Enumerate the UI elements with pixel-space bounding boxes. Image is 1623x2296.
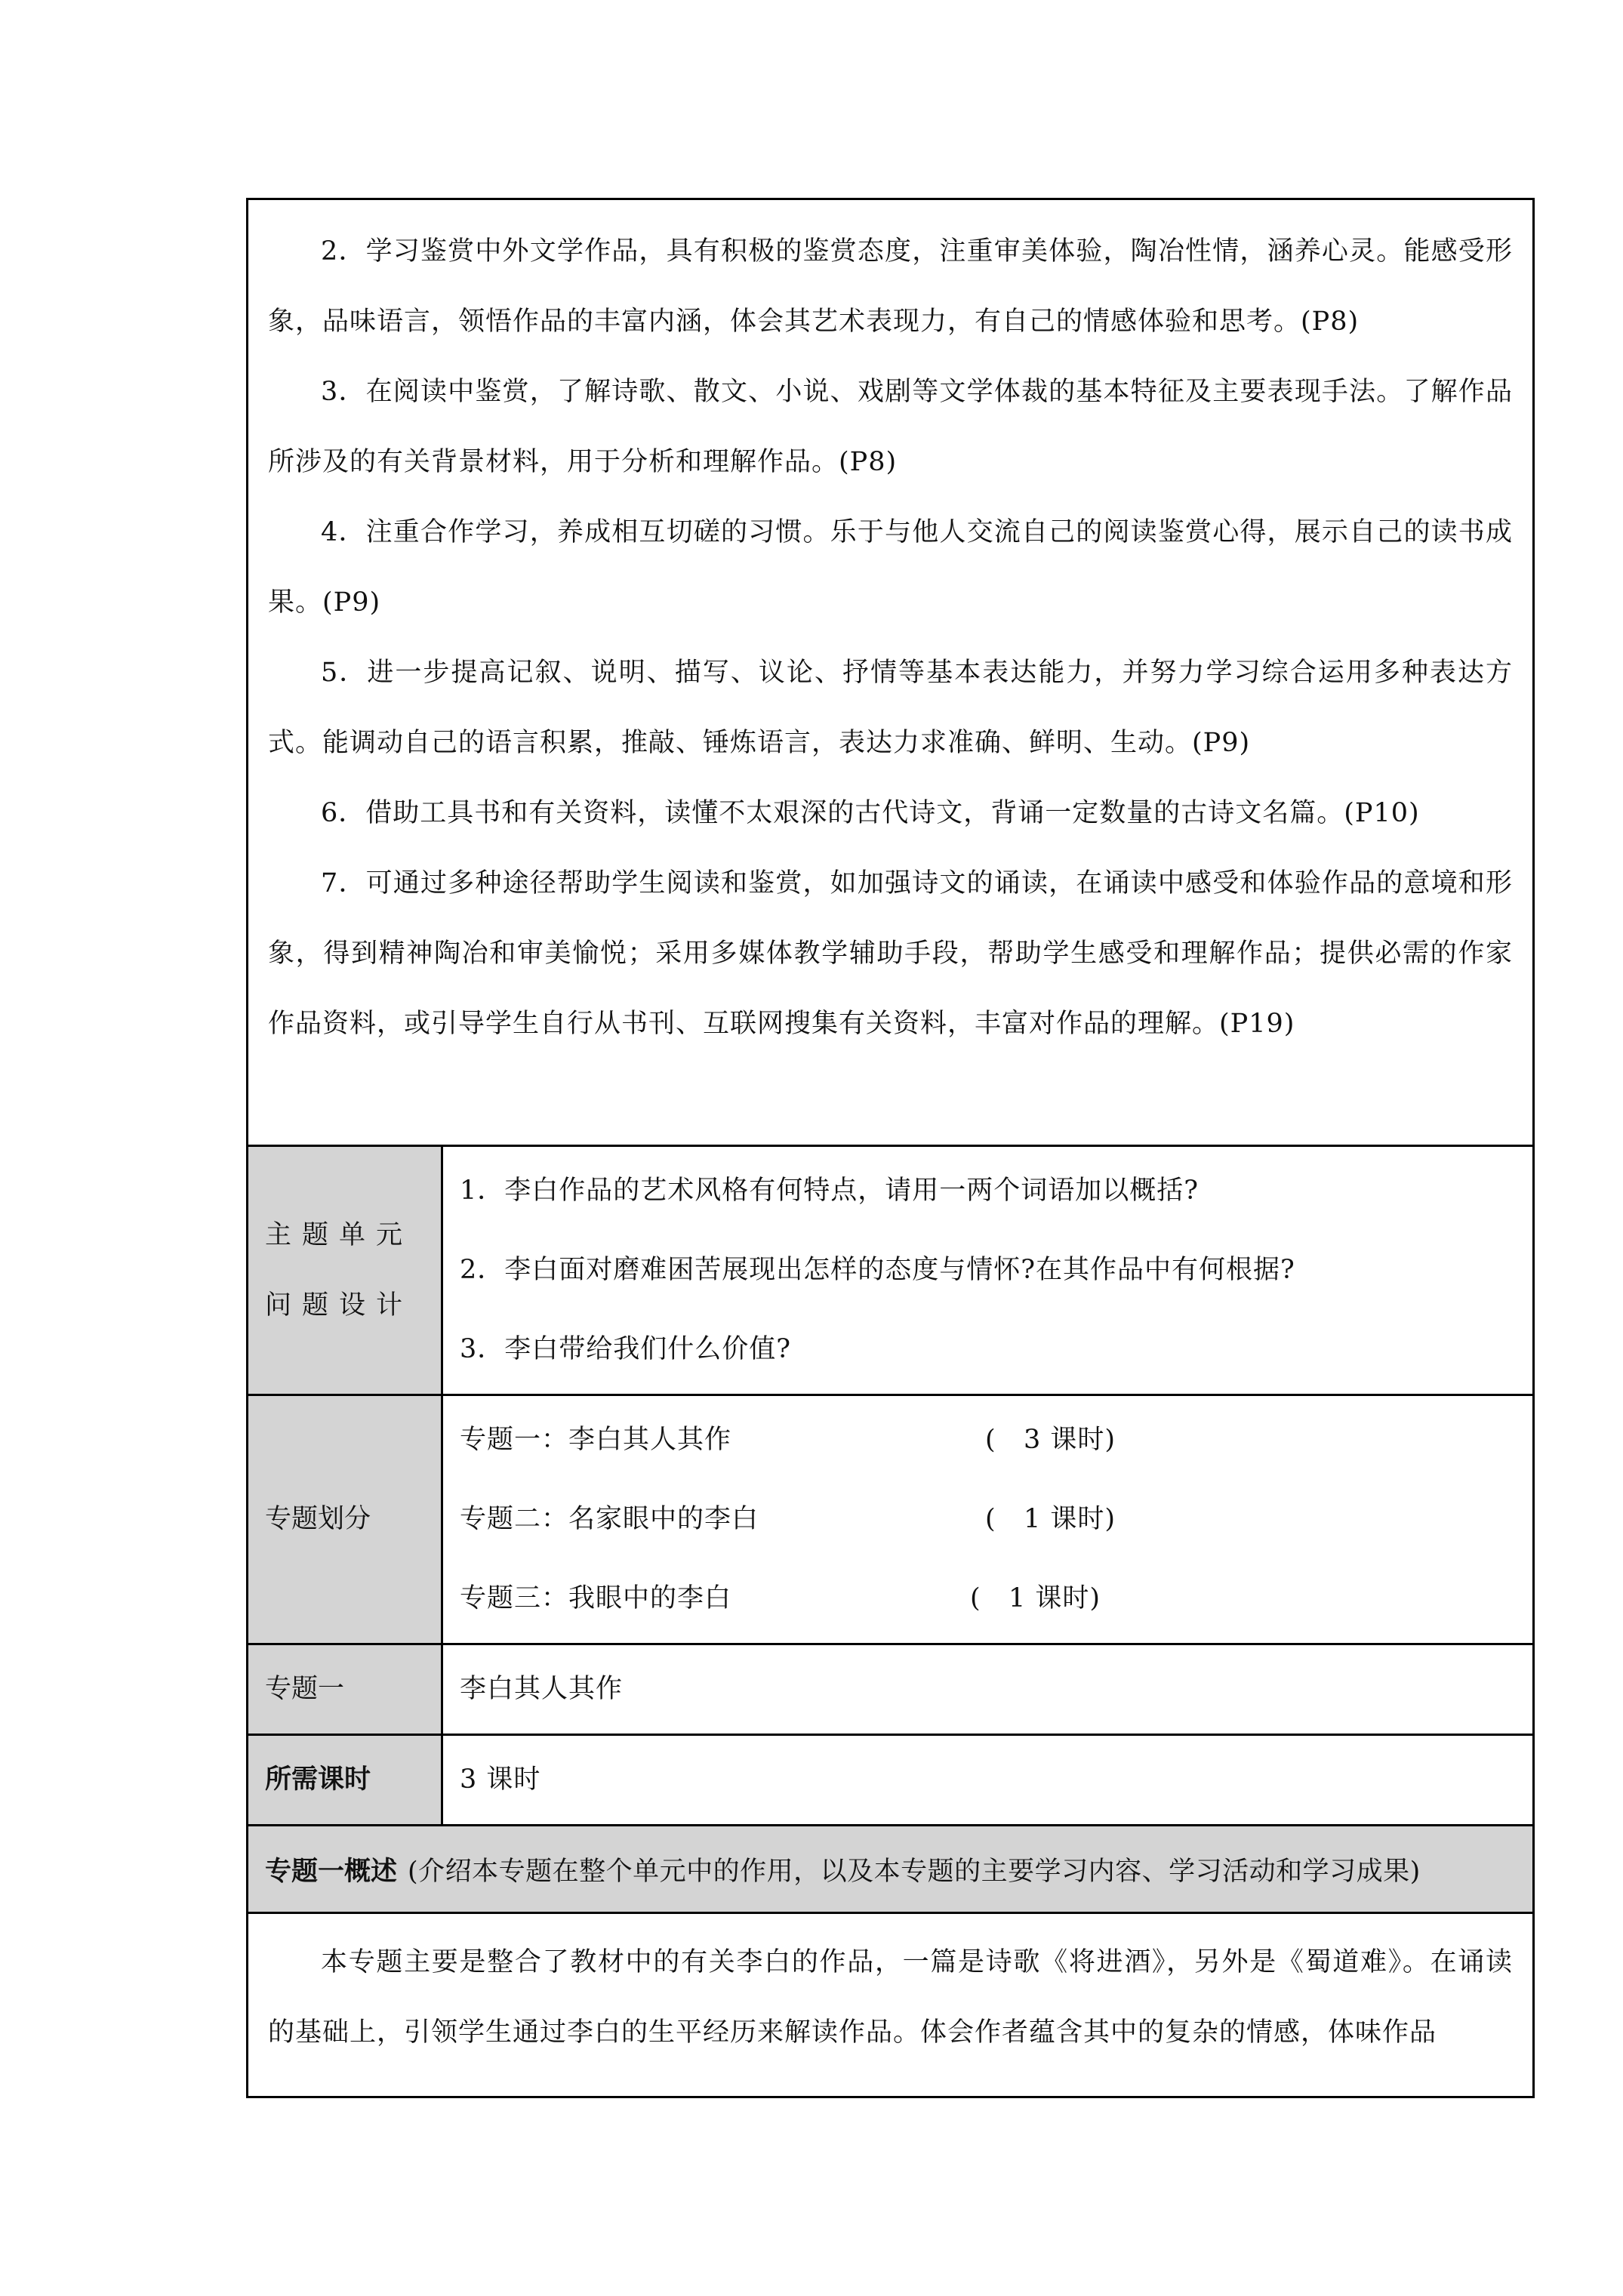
questions-label-cell [248, 1146, 442, 1395]
unit-design-table [246, 198, 1535, 2098]
overview-title: 专题一概述 [265, 1856, 398, 1887]
overview-head-cell [248, 1826, 1534, 1913]
question-item: 3．李白带给我们什么价值? [460, 1334, 792, 1364]
hours-value-cell [442, 1735, 1534, 1826]
overview-head-row [248, 1826, 1534, 1913]
topics-label-cell [248, 1395, 442, 1644]
questions-value-cell [442, 1146, 1534, 1395]
topic-hours: ( 1 课时) [985, 1504, 1116, 1534]
topic-hours: ( 1 课时) [970, 1583, 1101, 1613]
topic-item [460, 1559, 1516, 1638]
standard-item: 4．注重合作学习，养成相互切磋的习惯。乐于与他人交流自己的阅读鉴赏心得，展示自己的读书成果。(P9) [268, 517, 1513, 618]
standards-row [248, 199, 1534, 1146]
standard-item: 6．借助工具书和有关资料，读懂不太艰深的古代诗文，背诵一定数量的古诗文名篇。(P10) [321, 798, 1420, 828]
topic-item [460, 1401, 1516, 1480]
hours-label-cell [248, 1735, 442, 1826]
topic-one-row [248, 1644, 1534, 1735]
topic-one-value-cell [442, 1644, 1534, 1735]
standard-item: 3．在阅读中鉴赏，了解诗歌、散文、小说、戏剧等文学体裁的基本特征及主要表现手法。了解作品所涉及的有关背景材料，用于分析和理解作品。(P8) [268, 377, 1513, 477]
topic-name: 专题一：李白其人其作 [460, 1425, 732, 1455]
overview-body-row [248, 1913, 1534, 2097]
overview-body-cell [248, 1913, 1534, 2097]
overview-text: 本专题主要是整合了教材中的有关李白的作品，一篇是诗歌《将进酒》，另外是《蜀道难》。在诵读的基础上，引领学生通过李白的生平经历来解读作品。体会作者蕴含其中的复杂的情感，体味作品 [268, 1947, 1513, 2048]
topic-one-label: 专题一 [265, 1674, 345, 1704]
topics-row [248, 1395, 1534, 1644]
overview-note: (介绍本专题在整个单元中的作用，以及本专题的主要学习内容、学习活动和学习成果) [408, 1856, 1421, 1887]
topics-value-cell [442, 1395, 1534, 1644]
hours-label: 所需课时 [265, 1764, 371, 1795]
questions-label: 主题单元问题设计 [265, 1219, 414, 1321]
standard-item: 7．可通过多种途径帮助学生阅读和鉴赏，如加强诗文的诵读，在诵读中感受和体验作品的意境和形象，得到精神陶冶和审美愉悦；采用多媒体教学辅助手段，帮助学生感受和理解作品；提供必需的作家作品资料，或引导学生自行从书刊、互联网搜集有关资料，丰富对作品的理解。(P19) [268, 868, 1513, 1039]
standard-item: 2．学习鉴赏中外文学作品，具有积极的鉴赏态度，注重审美体验，陶冶性情，涵养心灵。能感受形象，品味语言，领悟作品的丰富内涵，体会其艺术表现力，有自己的情感体验和思考。(P8) [268, 236, 1513, 337]
topics-label: 专题划分 [265, 1504, 371, 1534]
question-item: 1．李白作品的艺术风格有何特点，请用一两个词语加以概括? [460, 1176, 1200, 1206]
topic-name: 专题二：名家眼中的李白 [460, 1504, 759, 1534]
topic-item [460, 1480, 1516, 1559]
curriculum-standards-cell [248, 199, 1534, 1146]
hours-value: 3 课时 [460, 1764, 541, 1795]
question-item: 2．李白面对磨难困苦展现出怎样的态度与情怀?在其作品中有何根据? [460, 1255, 1295, 1285]
standard-item: 5．进一步提高记叙、说明、描写、议论、抒情等基本表达能力，并努力学习综合运用多种表达方式。能调动自己的语言积累，推敲、锤炼语言，表达力求准确、鲜明、生动。(P9) [268, 658, 1513, 758]
hours-row [248, 1735, 1534, 1826]
topic-one-label-cell [248, 1644, 442, 1735]
topic-name: 专题三：我眼中的李白 [460, 1583, 732, 1613]
topic-hours: ( 3 课时) [985, 1425, 1116, 1455]
questions-row [248, 1146, 1534, 1395]
topic-one-value: 李白其人其作 [460, 1674, 624, 1704]
